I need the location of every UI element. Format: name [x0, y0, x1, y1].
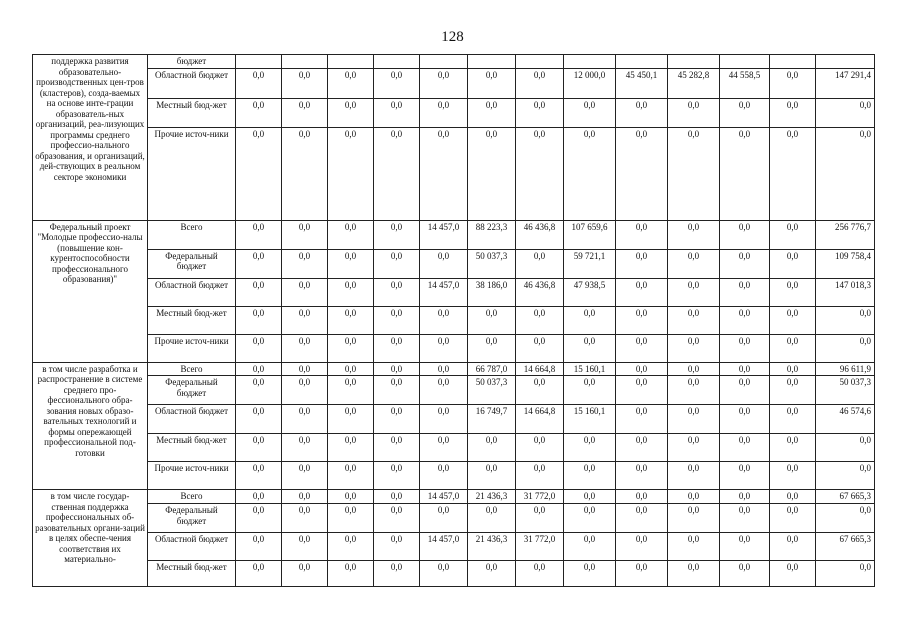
value-cell: 0,0 — [516, 561, 564, 587]
value-cell: 0,0 — [420, 434, 468, 462]
value-cell: 0,0 — [236, 533, 282, 561]
value-cell: 0,0 — [720, 462, 770, 490]
table-row — [33, 55, 875, 69]
value-cell: 0,0 — [770, 278, 816, 306]
value-cell: 0,0 — [770, 561, 816, 587]
funding-source: Прочие источ-ники — [148, 462, 236, 490]
value-cell: 0,0 — [616, 462, 668, 490]
table-row — [33, 362, 875, 376]
value-cell: 0,0 — [668, 220, 720, 249]
value-cell: 0,0 — [236, 462, 282, 490]
value-cell: 50 037,3 — [468, 376, 516, 405]
value-cell: 0,0 — [236, 306, 282, 334]
value-cell: 0,0 — [770, 504, 816, 533]
funding-source: Всего — [148, 220, 236, 249]
value-cell — [720, 55, 770, 69]
value-cell: 0,0 — [420, 376, 468, 405]
value-cell: 15 160,1 — [564, 362, 616, 376]
table-row — [33, 462, 875, 490]
value-cell: 0,0 — [616, 249, 668, 278]
value-cell: 0,0 — [720, 127, 770, 220]
value-cell: 66 787,0 — [468, 362, 516, 376]
value-cell: 0,0 — [236, 504, 282, 533]
funding-source: Областной бюджет — [148, 405, 236, 434]
value-cell: 16 749,7 — [468, 405, 516, 434]
total-cell: 0,0 — [816, 462, 875, 490]
value-cell: 0,0 — [770, 127, 816, 220]
value-cell: 44 558,5 — [720, 68, 770, 98]
value-cell: 21 436,3 — [468, 533, 516, 561]
value-cell: 0,0 — [282, 127, 328, 220]
value-cell — [668, 55, 720, 69]
value-cell: 0,0 — [282, 98, 328, 127]
value-cell: 0,0 — [668, 278, 720, 306]
value-cell: 0,0 — [770, 249, 816, 278]
value-cell — [770, 55, 816, 69]
table-row — [33, 376, 875, 405]
value-cell: 0,0 — [328, 127, 374, 220]
value-cell: 0,0 — [282, 278, 328, 306]
value-cell: 0,0 — [282, 220, 328, 249]
value-cell: 0,0 — [720, 504, 770, 533]
total-cell: 96 611,9 — [816, 362, 875, 376]
table-row — [33, 306, 875, 334]
total-cell: 147 291,4 — [816, 68, 875, 98]
value-cell: 0,0 — [720, 561, 770, 587]
value-cell: 0,0 — [516, 434, 564, 462]
value-cell: 0,0 — [564, 127, 616, 220]
value-cell: 0,0 — [668, 362, 720, 376]
value-cell: 0,0 — [236, 434, 282, 462]
value-cell: 0,0 — [236, 561, 282, 587]
funding-source: Местный бюд-жет — [148, 434, 236, 462]
measure-description: поддержка развития образовательно-производственных цен-тров (кластеров), созда-ваемых на основе инте-грации образователь-ных организаций, реа-лизующих программы среднего профессио-нального образования, и организаций, дей-ствующих в реальном секторе экономики — [33, 55, 148, 221]
value-cell: 0,0 — [516, 127, 564, 220]
value-cell: 47 938,5 — [564, 278, 616, 306]
value-cell: 0,0 — [668, 405, 720, 434]
value-cell: 0,0 — [328, 504, 374, 533]
value-cell: 0,0 — [616, 490, 668, 504]
value-cell: 0,0 — [282, 376, 328, 405]
value-cell: 0,0 — [374, 376, 420, 405]
value-cell: 0,0 — [770, 533, 816, 561]
value-cell: 0,0 — [668, 306, 720, 334]
value-cell: 14 664,8 — [516, 405, 564, 434]
value-cell: 0,0 — [564, 376, 616, 405]
value-cell: 46 436,8 — [516, 220, 564, 249]
table-row — [33, 561, 875, 587]
value-cell: 0,0 — [516, 376, 564, 405]
value-cell: 0,0 — [374, 68, 420, 98]
value-cell: 0,0 — [420, 504, 468, 533]
value-cell: 0,0 — [374, 561, 420, 587]
funding-source: Местный бюд-жет — [148, 561, 236, 587]
value-cell: 0,0 — [616, 127, 668, 220]
table-row — [33, 278, 875, 306]
value-cell: 0,0 — [668, 127, 720, 220]
value-cell: 0,0 — [236, 490, 282, 504]
value-cell: 0,0 — [564, 334, 616, 362]
value-cell: 0,0 — [720, 533, 770, 561]
value-cell: 0,0 — [236, 376, 282, 405]
value-cell: 0,0 — [420, 334, 468, 362]
value-cell: 31 772,0 — [516, 490, 564, 504]
value-cell: 0,0 — [616, 504, 668, 533]
value-cell: 0,0 — [328, 98, 374, 127]
value-cell: 0,0 — [328, 362, 374, 376]
table-row — [33, 249, 875, 278]
value-cell: 0,0 — [468, 306, 516, 334]
funding-source: Областной бюджет — [148, 533, 236, 561]
value-cell: 0,0 — [720, 278, 770, 306]
value-cell: 0,0 — [770, 405, 816, 434]
value-cell — [236, 55, 282, 69]
value-cell: 0,0 — [720, 249, 770, 278]
value-cell: 59 721,1 — [564, 249, 616, 278]
value-cell: 0,0 — [468, 561, 516, 587]
value-cell: 0,0 — [516, 98, 564, 127]
value-cell: 0,0 — [770, 306, 816, 334]
table-row — [33, 533, 875, 561]
value-cell: 0,0 — [668, 504, 720, 533]
value-cell: 0,0 — [668, 334, 720, 362]
value-cell: 0,0 — [236, 68, 282, 98]
value-cell: 0,0 — [770, 220, 816, 249]
value-cell: 45 282,8 — [668, 68, 720, 98]
value-cell: 0,0 — [374, 533, 420, 561]
funding-source: Федеральный бюджет — [148, 249, 236, 278]
total-cell: 67 665,3 — [816, 490, 875, 504]
value-cell: 0,0 — [616, 434, 668, 462]
funding-source: Областной бюджет — [148, 278, 236, 306]
value-cell: 0,0 — [516, 334, 564, 362]
value-cell — [282, 55, 328, 69]
value-cell: 0,0 — [516, 462, 564, 490]
table-row — [33, 98, 875, 127]
value-cell: 107 659,6 — [564, 220, 616, 249]
total-cell: 109 758,4 — [816, 249, 875, 278]
value-cell — [328, 55, 374, 69]
value-cell: 0,0 — [374, 249, 420, 278]
value-cell: 0,0 — [420, 362, 468, 376]
total-cell: 67 665,3 — [816, 533, 875, 561]
total-cell: 147 018,3 — [816, 278, 875, 306]
value-cell: 0,0 — [420, 462, 468, 490]
total-cell: 0,0 — [816, 127, 875, 220]
funding-source: Федеральный бюджет — [148, 504, 236, 533]
value-cell: 0,0 — [720, 434, 770, 462]
funding-source: Федеральный бюджет — [148, 376, 236, 405]
value-cell: 0,0 — [420, 561, 468, 587]
value-cell: 0,0 — [236, 362, 282, 376]
value-cell: 0,0 — [564, 504, 616, 533]
value-cell: 0,0 — [420, 405, 468, 434]
value-cell: 0,0 — [720, 405, 770, 434]
value-cell: 0,0 — [668, 490, 720, 504]
value-cell: 0,0 — [770, 362, 816, 376]
total-cell: 0,0 — [816, 98, 875, 127]
value-cell: 0,0 — [236, 249, 282, 278]
total-cell: 256 776,7 — [816, 220, 875, 249]
value-cell: 0,0 — [236, 127, 282, 220]
value-cell: 50 037,3 — [468, 249, 516, 278]
value-cell: 0,0 — [468, 334, 516, 362]
value-cell: 0,0 — [720, 220, 770, 249]
value-cell: 0,0 — [516, 306, 564, 334]
value-cell: 0,0 — [236, 220, 282, 249]
value-cell: 0,0 — [374, 405, 420, 434]
table-row — [33, 504, 875, 533]
value-cell: 0,0 — [236, 334, 282, 362]
value-cell: 0,0 — [564, 533, 616, 561]
value-cell: 0,0 — [468, 68, 516, 98]
value-cell: 21 436,3 — [468, 490, 516, 504]
value-cell: 0,0 — [668, 561, 720, 587]
funding-source: Местный бюд-жет — [148, 98, 236, 127]
measure-description: Федеральный проект "Молодые профессио-налы (повышение кон-курентоспособности профессионального образования)" — [33, 220, 148, 362]
value-cell — [616, 55, 668, 69]
value-cell: 0,0 — [564, 490, 616, 504]
value-cell: 0,0 — [282, 306, 328, 334]
value-cell — [468, 55, 516, 69]
value-cell: 0,0 — [328, 68, 374, 98]
value-cell: 0,0 — [564, 306, 616, 334]
value-cell: 0,0 — [420, 98, 468, 127]
value-cell: 0,0 — [374, 278, 420, 306]
value-cell: 0,0 — [282, 561, 328, 587]
value-cell: 0,0 — [282, 362, 328, 376]
value-cell: 0,0 — [720, 376, 770, 405]
value-cell: 0,0 — [720, 306, 770, 334]
value-cell: 88 223,3 — [468, 220, 516, 249]
value-cell — [374, 55, 420, 69]
value-cell: 0,0 — [374, 434, 420, 462]
funding-source: Прочие источ-ники — [148, 127, 236, 220]
table-row — [33, 127, 875, 220]
value-cell: 14 457,0 — [420, 278, 468, 306]
value-cell: 0,0 — [720, 98, 770, 127]
value-cell: 38 186,0 — [468, 278, 516, 306]
table-row — [33, 490, 875, 504]
value-cell: 0,0 — [374, 462, 420, 490]
value-cell: 0,0 — [616, 278, 668, 306]
funding-source: Областной бюджет — [148, 68, 236, 98]
value-cell: 15 160,1 — [564, 405, 616, 434]
funding-source: Всего — [148, 490, 236, 504]
value-cell: 0,0 — [616, 533, 668, 561]
measure-description: в том числе разработка и распространение в системе среднего про-фессионального обра-зования новых образо-вательных технологий и формы опережающей профессиональной под-готовки — [33, 362, 148, 490]
value-cell: 0,0 — [420, 249, 468, 278]
value-cell: 0,0 — [516, 504, 564, 533]
value-cell: 0,0 — [328, 278, 374, 306]
value-cell: 0,0 — [374, 220, 420, 249]
value-cell: 0,0 — [374, 334, 420, 362]
value-cell: 14 457,0 — [420, 533, 468, 561]
value-cell: 0,0 — [328, 434, 374, 462]
value-cell: 0,0 — [328, 220, 374, 249]
value-cell: 0,0 — [236, 98, 282, 127]
value-cell: 0,0 — [468, 98, 516, 127]
value-cell: 14 457,0 — [420, 220, 468, 249]
value-cell: 0,0 — [374, 127, 420, 220]
value-cell: 0,0 — [420, 68, 468, 98]
value-cell: 0,0 — [770, 98, 816, 127]
value-cell: 0,0 — [282, 434, 328, 462]
value-cell: 0,0 — [668, 533, 720, 561]
value-cell: 0,0 — [616, 98, 668, 127]
value-cell: 0,0 — [468, 504, 516, 533]
value-cell: 0,0 — [328, 462, 374, 490]
total-cell: 50 037,3 — [816, 376, 875, 405]
funding-source: Всего — [148, 362, 236, 376]
table-row — [33, 220, 875, 249]
value-cell: 0,0 — [374, 504, 420, 533]
budget-table — [32, 54, 875, 587]
value-cell: 0,0 — [420, 127, 468, 220]
value-cell: 0,0 — [720, 490, 770, 504]
value-cell: 0,0 — [770, 334, 816, 362]
value-cell: 0,0 — [236, 278, 282, 306]
value-cell: 0,0 — [282, 405, 328, 434]
value-cell: 0,0 — [328, 533, 374, 561]
total-cell — [816, 55, 875, 69]
value-cell: 0,0 — [668, 376, 720, 405]
value-cell: 0,0 — [328, 490, 374, 504]
value-cell: 46 436,8 — [516, 278, 564, 306]
value-cell: 0,0 — [374, 306, 420, 334]
total-cell: 0,0 — [816, 434, 875, 462]
value-cell: 0,0 — [770, 376, 816, 405]
value-cell: 0,0 — [770, 434, 816, 462]
value-cell: 0,0 — [328, 405, 374, 434]
total-cell: 0,0 — [816, 306, 875, 334]
value-cell: 0,0 — [282, 334, 328, 362]
value-cell: 0,0 — [564, 98, 616, 127]
table-row — [33, 405, 875, 434]
value-cell: 0,0 — [328, 306, 374, 334]
value-cell: 0,0 — [328, 249, 374, 278]
value-cell: 0,0 — [616, 362, 668, 376]
value-cell: 0,0 — [516, 68, 564, 98]
table-row — [33, 434, 875, 462]
value-cell: 0,0 — [420, 306, 468, 334]
value-cell: 0,0 — [616, 376, 668, 405]
value-cell — [564, 55, 616, 69]
value-cell: 0,0 — [374, 490, 420, 504]
total-cell: 0,0 — [816, 334, 875, 362]
value-cell: 0,0 — [282, 533, 328, 561]
value-cell: 14 457,0 — [420, 490, 468, 504]
total-cell: 46 574,6 — [816, 405, 875, 434]
value-cell: 0,0 — [328, 334, 374, 362]
value-cell: 0,0 — [374, 362, 420, 376]
funding-source: Прочие источ-ники — [148, 334, 236, 362]
value-cell: 0,0 — [282, 490, 328, 504]
value-cell: 0,0 — [616, 220, 668, 249]
value-cell: 0,0 — [282, 462, 328, 490]
funding-source: Местный бюд-жет — [148, 306, 236, 334]
value-cell: 0,0 — [468, 462, 516, 490]
value-cell: 0,0 — [770, 490, 816, 504]
measure-description: в том числе государ-ственная поддержка профессиональных об-разовательных органи-заций в целях обеспе-чения соответствия их материально- — [33, 490, 148, 587]
value-cell: 0,0 — [770, 68, 816, 98]
value-cell — [516, 55, 564, 69]
value-cell: 0,0 — [720, 334, 770, 362]
value-cell: 0,0 — [616, 306, 668, 334]
value-cell: 0,0 — [668, 462, 720, 490]
value-cell: 45 450,1 — [616, 68, 668, 98]
value-cell: 0,0 — [564, 462, 616, 490]
table-row — [33, 334, 875, 362]
value-cell: 0,0 — [668, 434, 720, 462]
value-cell: 31 772,0 — [516, 533, 564, 561]
value-cell: 0,0 — [328, 561, 374, 587]
total-cell: 0,0 — [816, 561, 875, 587]
value-cell: 0,0 — [564, 561, 616, 587]
value-cell: 0,0 — [282, 249, 328, 278]
value-cell: 0,0 — [770, 462, 816, 490]
value-cell: 0,0 — [668, 249, 720, 278]
value-cell: 0,0 — [720, 362, 770, 376]
page-number: 128 — [441, 29, 464, 45]
value-cell: 0,0 — [668, 98, 720, 127]
value-cell: 0,0 — [236, 405, 282, 434]
value-cell: 0,0 — [616, 334, 668, 362]
value-cell: 0,0 — [468, 434, 516, 462]
value-cell: 12 000,0 — [564, 68, 616, 98]
value-cell: 0,0 — [328, 376, 374, 405]
value-cell: 0,0 — [282, 68, 328, 98]
value-cell: 0,0 — [564, 434, 616, 462]
value-cell: 0,0 — [374, 98, 420, 127]
value-cell: 0,0 — [516, 249, 564, 278]
value-cell: 14 664,8 — [516, 362, 564, 376]
value-cell: 0,0 — [468, 127, 516, 220]
table-row — [33, 68, 875, 98]
value-cell: 0,0 — [616, 405, 668, 434]
value-cell — [420, 55, 468, 69]
value-cell: 0,0 — [282, 504, 328, 533]
value-cell: 0,0 — [616, 561, 668, 587]
funding-source: бюджет — [148, 55, 236, 69]
total-cell: 0,0 — [816, 504, 875, 533]
